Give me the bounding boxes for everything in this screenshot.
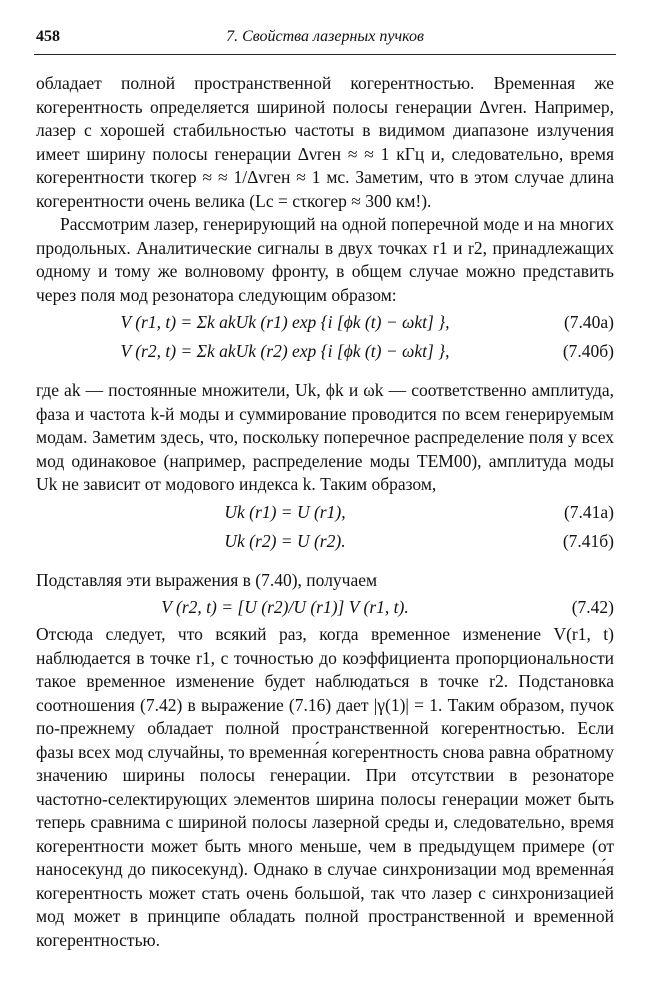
- paragraph-5: Отсюда следует, что всякий раз, когда временное изменение V(r1, t) наблюдается в точке r1, с точностью до коэффициента пропорциональности такое временное изменение будет наблюдаться в точке r2. Подстановка соотношения (7.42) в выражение (7.16) дает |γ(1)| = 1. Таким образом, пучок по-прежнему обладает полной пространственной когерентностью. Если фазы всех мод случайны, то временна́я когерентность снова равна обратному значению ширины полосы генерации. При отсутствии в резонаторе частотно-селектирующих элементов ширина полосы генерации может быть теперь сравнима с шириной полосы лазерной среды и, следовательно, время когерентности может быть много меньше, чем в предыдущем примере (от наносекунд до пикосекунд). Однако в случае синхронизации мод временна́я когерентность может стать очень большой, так что лазер с синхронизацией мод может в принципе обладать полной пространственной и временной когерентностью.: [36, 624, 614, 950]
- equation-expression: V (r1, t) = Σk akUk (r1) exp {i [ϕk (t) − ωkt] },: [120, 312, 450, 332]
- running-header: [36, 28, 614, 52]
- equation-number: (7.40б): [562, 341, 614, 361]
- equation-expression: Uk (r2) = U (r2).: [224, 530, 346, 551]
- equation-7-40a: [36, 309, 614, 336]
- equation-7-41b: [36, 528, 614, 555]
- paragraph-4: Подставляя эти выражения в (7.40), получаем: [36, 569, 378, 590]
- equation-number: (7.42): [571, 597, 614, 617]
- equation-7-42: [36, 594, 614, 621]
- page-number: 458: [36, 28, 60, 45]
- equation-number: (7.41б): [562, 530, 614, 551]
- equation-7-41a: [36, 499, 614, 526]
- equation-expression: V (r2, t) = [U (r2)/U (r1)] V (r1, t).: [161, 597, 409, 617]
- paragraph-1: обладает полной пространственной когерентностью. Временная же когерентность определяется шириной полосы генерации Δνген. Например, лазер с хорошей стабильностью частоты в видимом диапазоне излучения имеет ширину полосы генерации Δνген ≈ ≈ 1 кГц и, следовательно, время когерентности τкогер ≈ ≈ 1/Δνген ≈ 1 мс. Заметим, что в этом случае длина когерентности очень велика (Lc = cτкогер ≈ 300 км!).: [36, 73, 614, 211]
- text-body: [36, 72, 614, 952]
- equation-expression: V (r2, t) = Σk akUk (r2) exp {i [ϕk (t) − ωkt] },: [120, 341, 450, 361]
- header-rule: [34, 54, 616, 55]
- running-title: 7. Свойства лазерных пучков: [226, 28, 424, 45]
- equation-7-40b: [36, 338, 614, 365]
- equation-number: (7.40a): [563, 312, 614, 332]
- equation-expression: Uk (r1) = U (r1),: [224, 501, 346, 522]
- paragraph-3: где ak — постоянные множители, Uk, ϕk и ωk — соответственно амплитуда, фаза и частота k-й моды и суммирование проводится по всем генерируемым модам. Заметим здесь, что, поскольку поперечное распределение поля у всех мод одинаковое (например, распределение моды TEM00), амплитуда моды Uk не зависит от модового индекса k. Таким образом,: [36, 380, 614, 494]
- equation-number: (7.41a): [563, 501, 614, 522]
- paragraph-2: Рассмотрим лазер, генерирующий на одной поперечной моде и на многих продольных. Аналитические сигналы в двух точках r1 и r2, принадлежащих одному и тому же волновому фронту, в общем случае можно представить через поля мод резонатора следующим образом:: [36, 214, 614, 305]
